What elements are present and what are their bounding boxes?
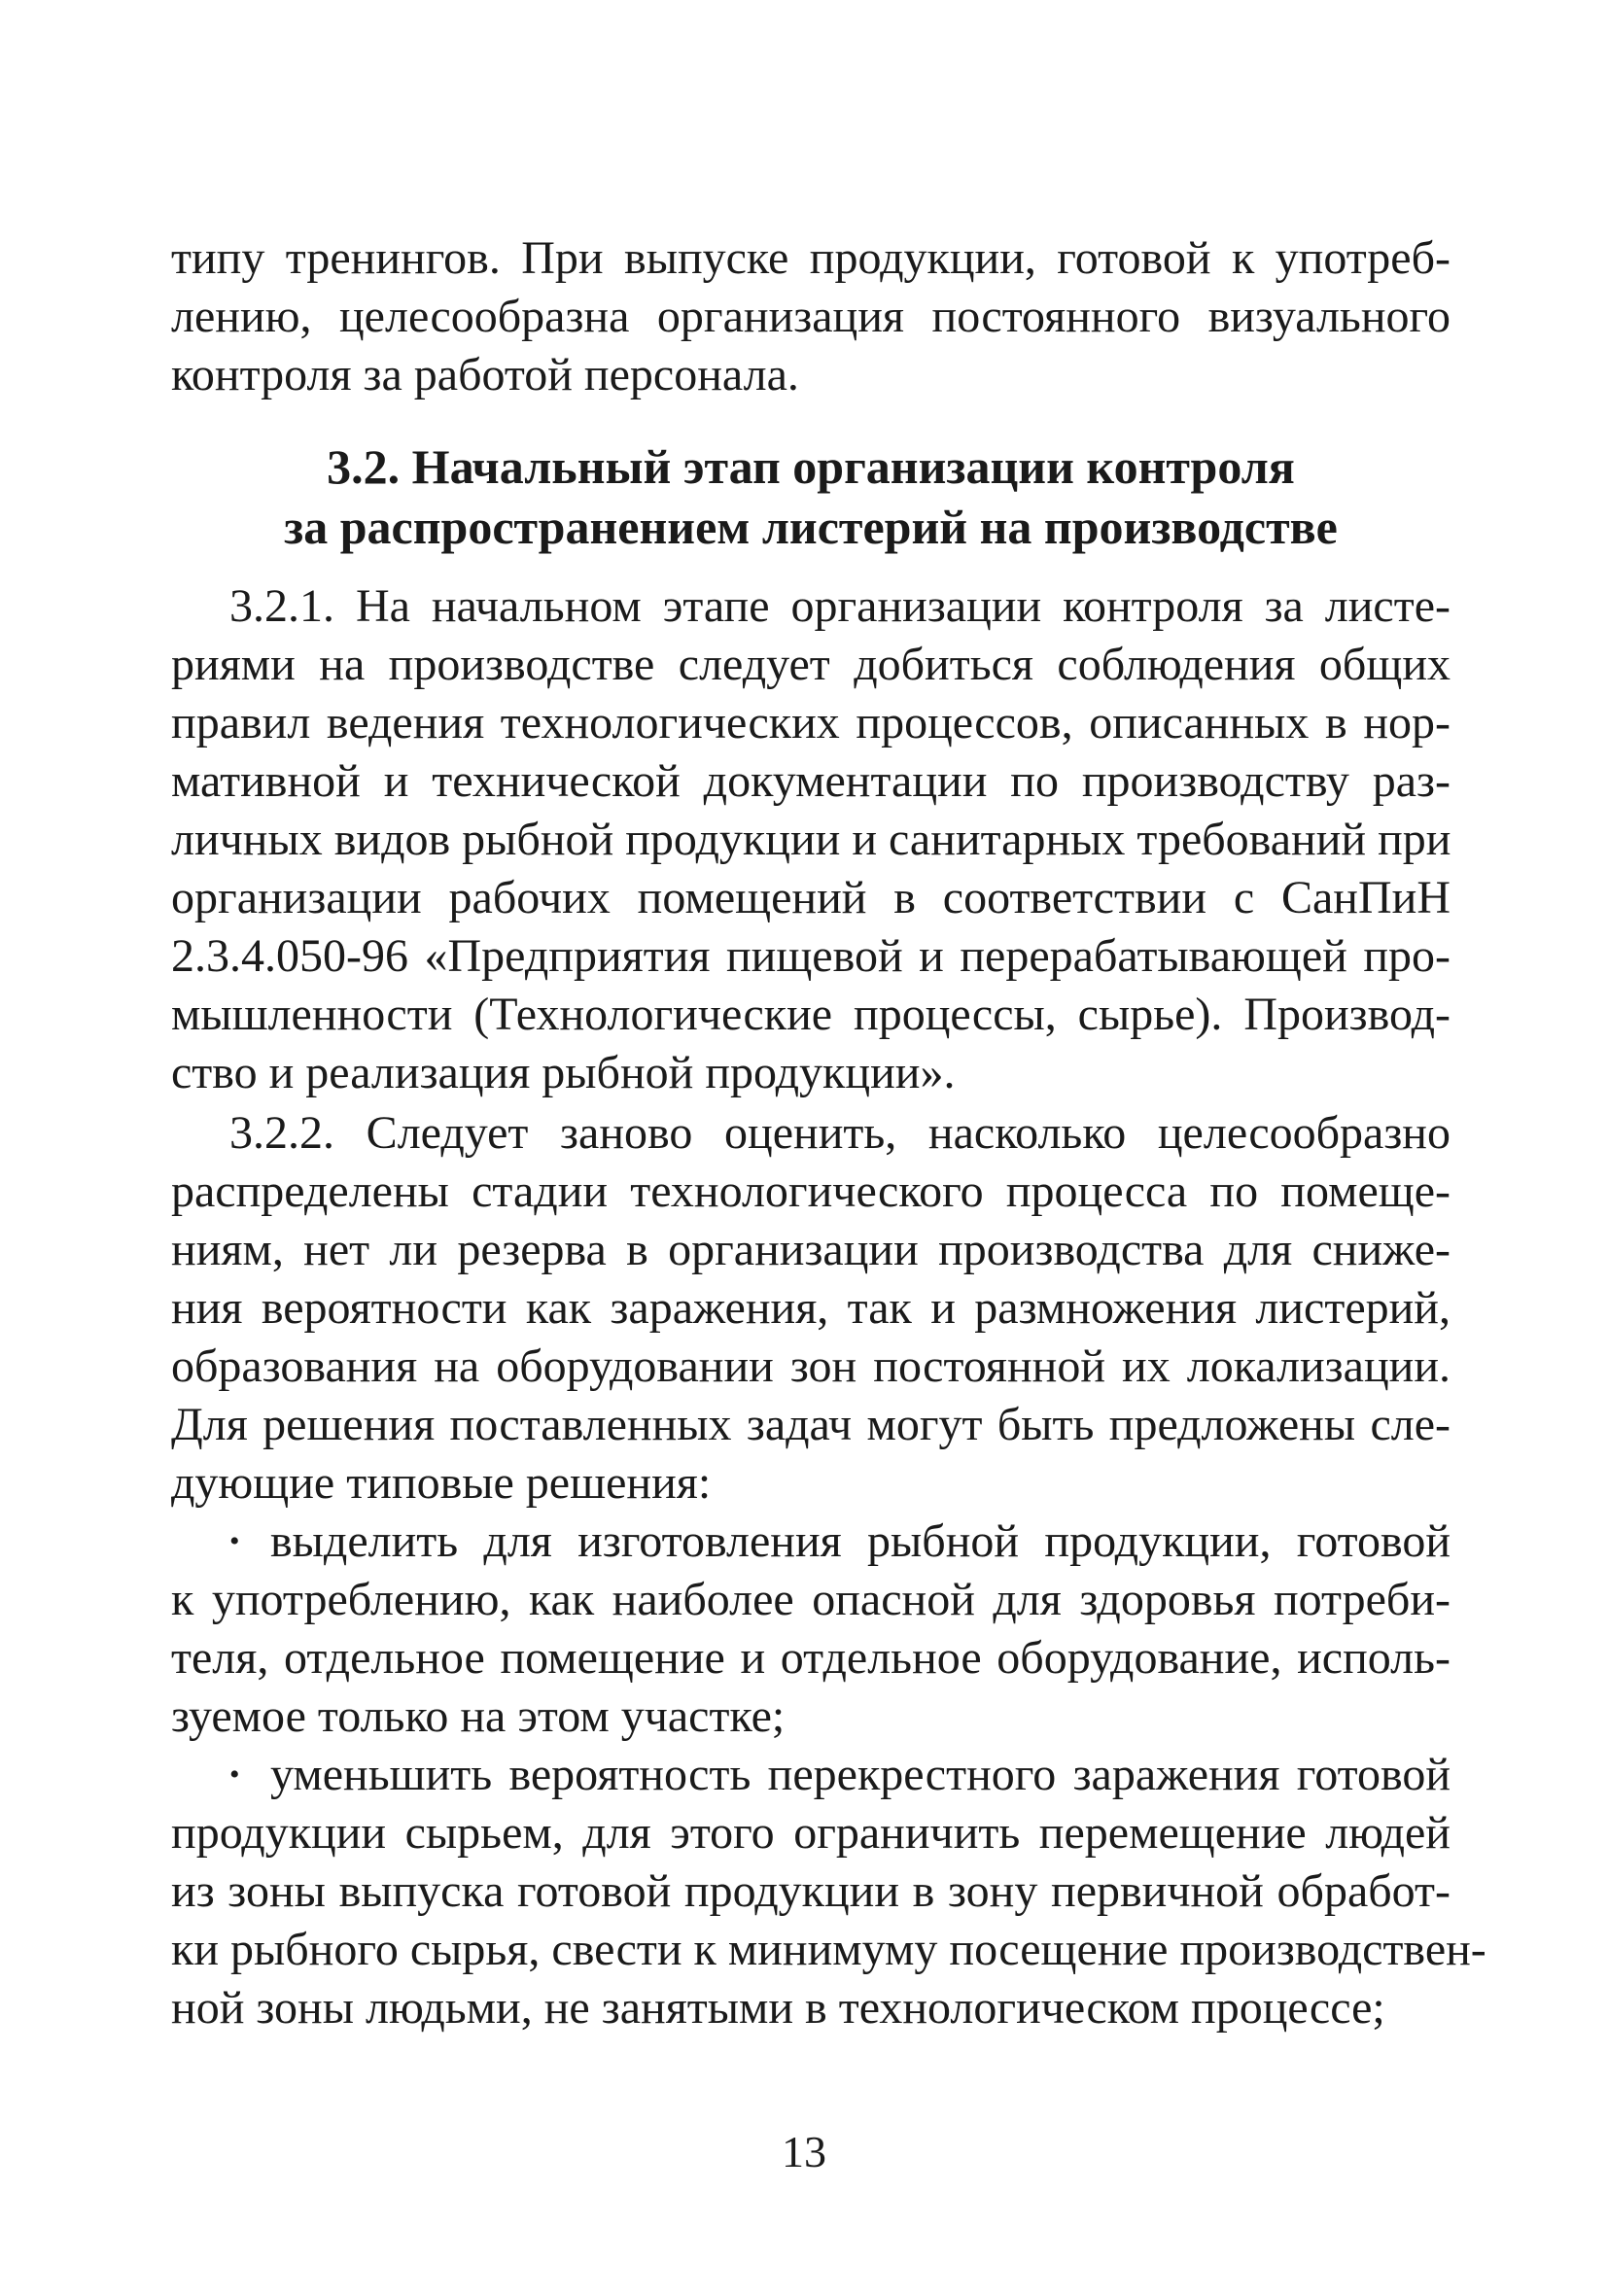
paragraph-3-2-2-line: распределены стадии технологического процесса по помеще- (171, 1165, 1451, 1217)
bullet-item-2-line: из зоны выпуска готовой продукции в зону первичной обработ- (171, 1865, 1451, 1917)
section-heading-line: за распространением листерий на производстве (284, 500, 1338, 554)
paragraph-3-2-1-line: 3.2.1. На начальном этапе организации контроля за листе- (229, 580, 1451, 632)
paragraph-3-2-1-line: правил ведения технологических процессов, описанных в нор- (171, 697, 1451, 748)
intro-line: контроля за работой персонала. (171, 349, 799, 400)
bullet-item-2-line: продукции сырьем, для этого ограничить перемещение людей (171, 1807, 1451, 1859)
bullet-icon: • (229, 1758, 240, 1791)
bullet-item-1-text: выделить для изготовления рыбной продукции, готовой (270, 1515, 1451, 1567)
paragraph-3-2-2-line: 3.2.2. Следует заново оценить, насколько целесообразно (229, 1107, 1451, 1159)
paragraph-3-2-1-line: мативной и технической документации по производству раз- (171, 755, 1451, 807)
paragraph-3-2-1-line: личных видов рыбной продукции и санитарных требований при (171, 814, 1451, 865)
intro-line: типу тренингов. При выпуске продукции, готовой к употреб- (171, 232, 1451, 284)
bullet-item-2-line: ки рыбного сырья, свести к минимуму посещение производствен- (171, 1924, 1486, 1975)
page-number: 13 (782, 2127, 826, 2176)
paragraph-3-2-2-line: дующие типовые решения: (171, 1457, 712, 1509)
paragraph-3-2-1-line: мышленности (Технологические процессы, сырье). Производ- (171, 989, 1451, 1040)
paragraph-3-2-2-line: Для решения поставленных задач могут быть предложены сле- (171, 1399, 1451, 1450)
paragraph-3-2-1-line: организации рабочих помещений в соответствии с СанПиН (171, 872, 1451, 923)
bullet-item-1-line: теля, отдельное помещение и отдельное оборудование, исполь- (171, 1632, 1451, 1684)
bullet-item-1-line: к употреблению, как наиболее опасной для здоровья потреби- (171, 1574, 1451, 1625)
paragraph-3-2-1-line: ство и реализация рыбной продукции». (171, 1047, 956, 1098)
bullet-item-2-first-line (229, 1746, 1451, 1804)
bullet-item-2-text: уменьшить вероятность перекрестного заражения готовой (270, 1749, 1451, 1800)
paragraph-3-2-1-line: риями на производстве следует добиться соблюдения общих (171, 639, 1451, 690)
intro-line: лению, целесообразна организация постоянного визуального (171, 291, 1451, 342)
bullet-item-1-line: зуемое только на этом участке; (171, 1690, 786, 1742)
bullet-item-2-line: ной зоны людьми, не занятыми в технологическом процессе; (171, 1982, 1385, 2034)
section-heading-line: 3.2. Начальный этап организации контроля (327, 439, 1295, 494)
paragraph-3-2-2-line: ния вероятности как заражения, так и размножения листерий, (171, 1282, 1451, 1334)
paragraph-3-2-1-line: 2.3.4.050-96 «Предприятия пищевой и перерабатывающей про- (171, 930, 1451, 982)
bullet-icon: • (229, 1525, 240, 1557)
paragraph-3-2-2-line: ниям, нет ли резерва в организации производства для сниже- (171, 1224, 1451, 1275)
paragraph-3-2-2-line: образования на оборудовании зон постоянной их локализации. (171, 1340, 1451, 1392)
bullet-item-1-first-line (229, 1513, 1451, 1571)
